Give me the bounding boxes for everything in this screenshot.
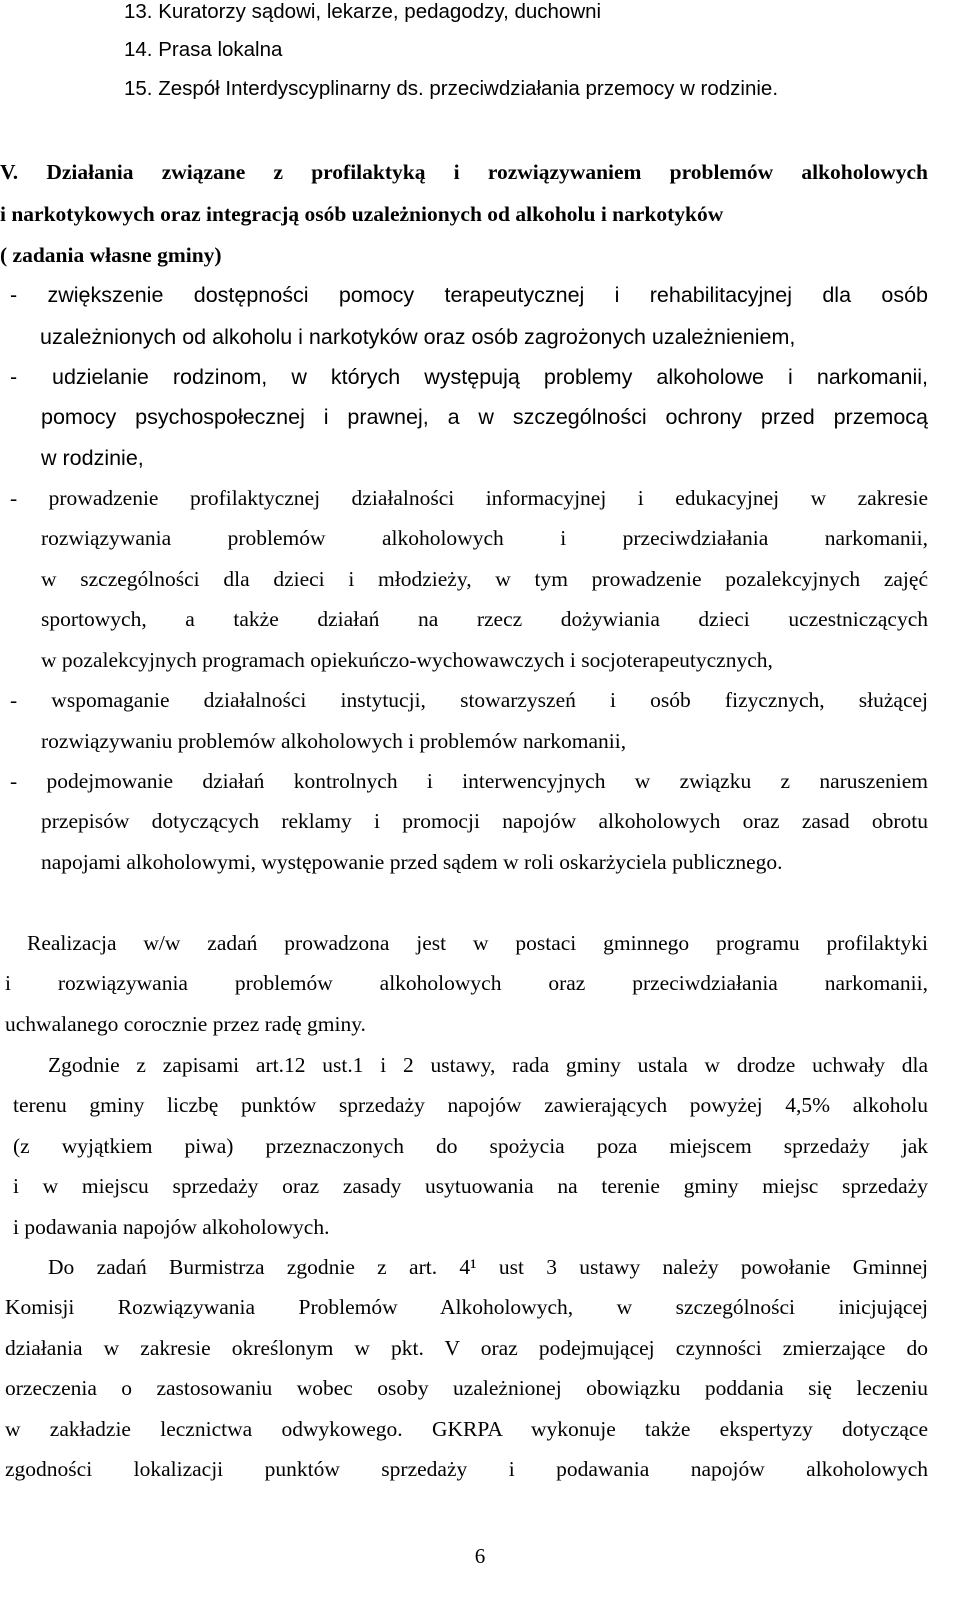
bullet-line: rozwiązywania problemów alkoholowych i przeciwdziałania narkomanii, (41, 526, 928, 550)
bullet-line: - prowadzenie profilaktycznej działalności informacyjnej i edukacyjnej w zakresie (10, 486, 928, 510)
bullet-line: sportowych, a także działań na rzecz dożywiania dzieci uczestniczących (41, 607, 928, 631)
page-number: 6 (474, 1544, 486, 1568)
heading-line: i narkotykowych oraz integracją osób uzależnionych od alkoholu i narkotyków (0, 202, 724, 226)
paragraph-line: i rozwiązywania problemów alkoholowych oraz przeciwdziałania narkomanii, (5, 971, 928, 995)
bullet-line: w rodzinie, (41, 446, 144, 470)
paragraph-line: Komisji Rozwiązywania Problemów Alkoholowych, w szczególności inicjującej (5, 1295, 928, 1319)
bullet-line: napojami alkoholowymi, występowanie przed sądem w roli oskarżyciela publicznego. (41, 850, 783, 874)
paragraph-line: Zgodnie z zapisami art.12 ust.1 i 2 ustawy, rada gminy ustala w drodze uchwały dla (48, 1053, 928, 1077)
heading-line: V. Działania związane z profilaktyką i rozwiązywaniem problemów alkoholowych (0, 160, 928, 184)
paragraph-line: terenu gminy liczbę punktów sprzedaży napojów zawierających powyżej 4,5% alkoholu (13, 1093, 928, 1117)
paragraph-line: i w miejscu sprzedaży oraz zasady usytuowania na terenie gminy miejsc sprzedaży (13, 1174, 928, 1198)
paragraph-line: uchwalanego corocznie przez radę gminy. (5, 1012, 366, 1036)
list-item: 13. Kuratorzy sądowi, lekarze, pedagodzy, duchowni (124, 0, 602, 23)
paragraph-line: w zakładzie lecznictwa odwykowego. GKRPA wykonuje także ekspertyzy dotyczące (5, 1417, 928, 1441)
paragraph-line: (z wyjątkiem piwa) przeznaczonych do spożycia poza miejscem sprzedaży jak (13, 1134, 928, 1158)
bullet-line: rozwiązywaniu problemów alkoholowych i problemów narkomanii, (41, 729, 627, 753)
paragraph-line: i podawania napojów alkoholowych. (13, 1215, 330, 1239)
bullet-dash: - (10, 365, 18, 389)
bullet-line: w pozalekcyjnych programach opiekuńczo-wychowawczych i socjoterapeutycznych, (41, 648, 773, 672)
bullet-line: pomocy psychospołecznej i prawnej, a w szczególności ochrony przed przemocą (41, 405, 928, 429)
bullet-line: - wspomaganie działalności instytucji, stowarzyszeń i osób fizycznych, służącej (10, 688, 928, 712)
paragraph-line: Realizacja w/w zadań prowadzona jest w postaci gminnego programu profilaktyki (27, 931, 928, 955)
paragraph-line: zgodności lokalizacji punktów sprzedaży i podawania napojów alkoholowych (5, 1457, 928, 1481)
list-item: 15. Zespół Interdyscyplinarny ds. przeciwdziałania przemocy w rodzinie. (124, 77, 779, 100)
heading-line: ( zadania własne gminy) (0, 243, 222, 267)
bullet-line: uzależnionych od alkoholu i narkotyków oraz osób zagrożonych uzależnieniem, (40, 325, 796, 349)
list-item: 14. Prasa lokalna (124, 38, 283, 61)
paragraph-line: Do zadań Burmistrza zgodnie z art. 4¹ ust 3 ustawy należy powołanie Gminnej (48, 1255, 928, 1279)
bullet-line: w szczególności dla dzieci i młodzieży, w tym prowadzenie pozalekcyjnych zajęć (41, 567, 928, 591)
bullet-line: udzielanie rodzinom, w których występują problemy alkoholowe i narkomanii, (52, 365, 928, 389)
bullet-line: - zwiększenie dostępności pomocy terapeutycznej i rehabilitacyjnej dla osób (10, 283, 928, 307)
bullet-line: - podejmowanie działań kontrolnych i interwencyjnych w związku z naruszeniem (10, 769, 928, 793)
paragraph-line: orzeczenia o zastosowaniu wobec osoby uzależnionej obowiązku poddania się leczeniu (5, 1376, 928, 1400)
paragraph-line: działania w zakresie określonym w pkt. V oraz podejmującej czynności zmierzające do (5, 1336, 928, 1360)
bullet-line: przepisów dotyczących reklamy i promocji napojów alkoholowych oraz zasad obrotu (41, 809, 928, 833)
